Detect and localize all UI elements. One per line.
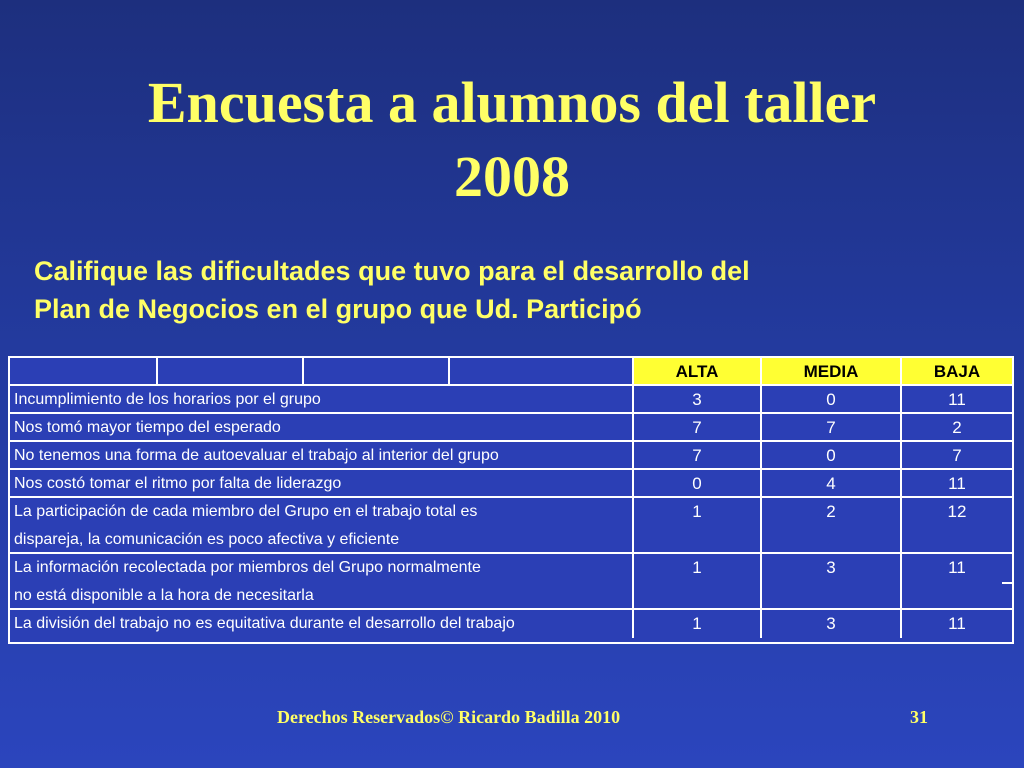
row-baja: 12 — [947, 502, 967, 521]
table-row — [10, 526, 1012, 554]
survey-table — [8, 356, 1014, 644]
header-empty-cell — [450, 358, 634, 386]
table-header-row — [10, 358, 1012, 386]
table-row — [10, 554, 1012, 582]
table-row — [10, 582, 1012, 610]
header-media: MEDIA — [762, 358, 902, 386]
row-media: 3 — [762, 554, 902, 582]
table-row — [10, 610, 1012, 638]
row-baja: 11 — [948, 614, 966, 633]
header-empty-cell — [158, 358, 304, 386]
page-number: 31 — [910, 707, 928, 727]
table-row — [10, 470, 1012, 498]
row-alta — [634, 526, 762, 554]
row-label: No tenemos una forma de autoevaluar el trabajo al interior del grupo — [10, 442, 634, 470]
row-media — [762, 582, 902, 610]
row-label: La participación de cada miembro del Grupo en el trabajo total es — [10, 498, 634, 526]
row-media: 0 — [762, 442, 902, 470]
row-media: 4 — [762, 470, 902, 498]
slide-title-line1: Encuesta a alumnos del taller — [147, 70, 877, 135]
row-label: Nos costó tomar el ritmo por falta de liderazgo — [10, 470, 634, 498]
header-empty-cell — [10, 358, 158, 386]
slide-subtitle — [34, 252, 994, 328]
row-baja: 11 — [902, 386, 1012, 414]
table-row — [10, 386, 1012, 414]
row-alta: 7 — [634, 414, 762, 442]
row-alta: 3 — [634, 386, 762, 414]
slide-title-line2: 2008 — [454, 144, 570, 209]
table-row — [10, 414, 1012, 442]
row-baja: 11 — [948, 558, 966, 577]
row-media — [762, 526, 902, 554]
table-row — [10, 498, 1012, 526]
header-alta: ALTA — [634, 358, 762, 386]
row-label: no está disponible a la hora de necesitarla — [10, 582, 634, 610]
row-alta: 7 — [634, 442, 762, 470]
row-alta: 1 — [634, 498, 762, 526]
slide-subtitle-line1: Califique las dificultades que tuvo para el desarrollo del — [34, 256, 750, 286]
row-baja — [902, 582, 1012, 610]
header-empty-cell — [304, 358, 450, 386]
row-label: La división del trabajo no es equitativa durante el desarrollo del trabajo — [10, 610, 634, 638]
row-alta: 1 — [634, 554, 762, 582]
row-baja: 2 — [902, 414, 1012, 442]
footer-credit: Derechos Reservados© Ricardo Badilla 2010 — [277, 707, 621, 727]
row-media: 7 — [762, 414, 902, 442]
row-alta: 1 — [634, 610, 762, 638]
row-label: Incumplimiento de los horarios por el grupo — [10, 386, 634, 414]
row-baja — [902, 526, 1012, 554]
row-alta: 0 — [634, 470, 762, 498]
decorative-tick — [1002, 582, 1012, 584]
slide-subtitle-line2: Plan de Negocios en el grupo que Ud. Participó — [34, 294, 642, 324]
row-label: Nos tomó mayor tiempo del esperado — [10, 414, 634, 442]
row-alta — [634, 582, 762, 610]
table-row — [10, 442, 1012, 470]
row-media: 2 — [762, 498, 902, 526]
row-baja: 7 — [902, 442, 1012, 470]
row-label: dispareja, la comunicación es poco afectiva y eficiente — [10, 526, 634, 554]
row-media: 3 — [762, 610, 902, 638]
row-baja: 11 — [902, 470, 1012, 498]
row-media: 0 — [762, 386, 902, 414]
header-baja: BAJA — [902, 358, 1012, 386]
row-label: La información recolectada por miembros del Grupo normalmente — [10, 554, 634, 582]
slide-title — [0, 66, 1024, 214]
